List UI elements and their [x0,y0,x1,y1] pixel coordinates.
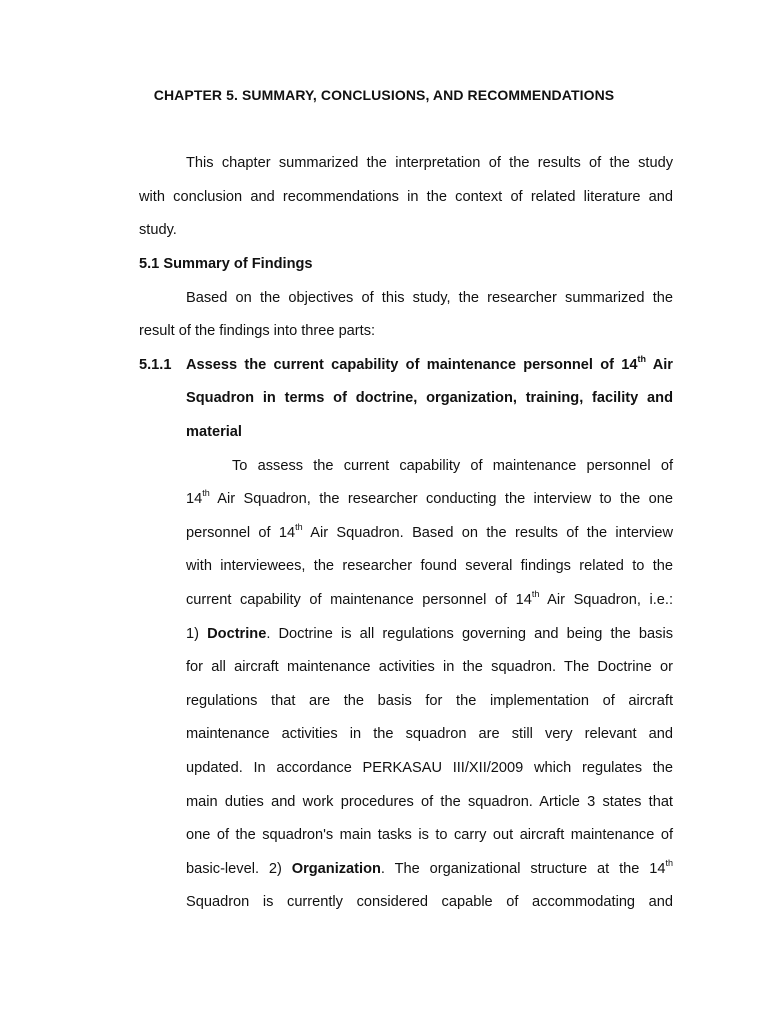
chapter-title: CHAPTER 5. SUMMARY, CONCLUSIONS, AND RECOMMENDATIONS [153,87,615,103]
body-line-2: 14th Air Squadron, the researcher conducting the interview to the one [186,488,673,507]
intro-line-3: study. [139,222,177,238]
body-line-11: main duties and work procedures of the squadron. Article 3 states that [186,794,673,810]
intro-line-2: with conclusion and recommendations in the context of related literature and [139,189,673,205]
intro-line-1: This chapter summarized the interpretation of the results of the study [186,155,673,171]
body-line-3: personnel of 14th Air Squadron. Based on the results of the interview [186,522,673,541]
body-line-12: one of the squadron's main tasks is to carry out aircraft maintenance of [186,827,673,843]
section-heading-5-1-1-line-1: Assess the current capability of maintenance personnel of 14th Air [186,354,673,373]
section-heading-5-1: 5.1 Summary of Findings [139,256,313,272]
section-5-1-line-2: result of the findings into three parts: [139,323,376,339]
body-line-6: 1) Doctrine. Doctrine is all regulations governing and being the basis [186,626,674,642]
body-line-8: regulations that are the basis for the implementation of aircraft [186,693,673,709]
section-heading-5-1-1-line-3: material [186,424,242,440]
section-heading-5-1-1-line-2: Squadron in terms of doctrine, organization, training, facility and [186,390,673,406]
body-line-5: current capability of maintenance personnel of 14th Air Squadron, i.e.: [186,589,673,608]
body-line-4: with interviewees, the researcher found several findings related to the [186,558,673,574]
organization-term: Organization [291,861,381,877]
body-line-10: updated. In accordance PERKASAU III/XII/2009 which regulates the [186,760,673,776]
body-line-14: Squadron is currently considered capable of accommodating and [186,894,673,910]
body-line-9: maintenance activities in the squadron are still very relevant and [186,726,673,742]
section-5-1-line-1: Based on the objectives of this study, the researcher summarized the [186,290,673,306]
doctrine-term: Doctrine [207,626,267,642]
body-line-13: basic-level. 2) Organization. The organizational structure at the 14th [186,858,673,877]
body-line-1: To assess the current capability of maintenance personnel of [232,458,673,474]
section-number-5-1-1: 5.1.1 [139,357,172,373]
body-line-7: for all aircraft maintenance activities in the squadron. The Doctrine or [186,659,673,675]
